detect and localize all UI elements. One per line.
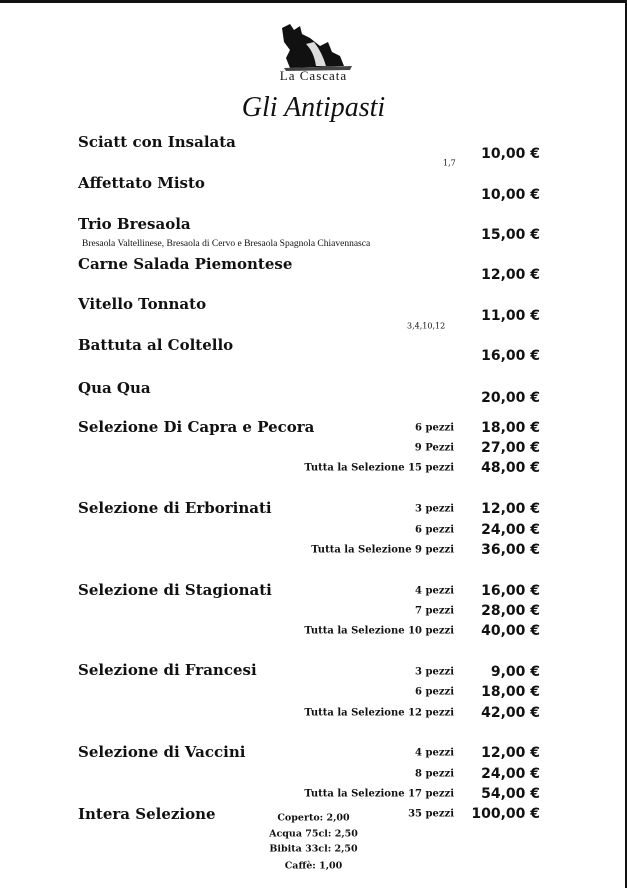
item-name: Qua Qua <box>78 379 151 397</box>
selection-qty: 6 pezzi <box>415 422 454 434</box>
selection-price: 12,00 € <box>481 745 540 761</box>
selection-qty: Tutta la Selezione 12 pezzi <box>304 707 454 719</box>
item-allergens: 1,7 <box>443 158 456 168</box>
selection-qty: Tutta la Selezione 10 pezzi <box>304 625 454 637</box>
selection-name: Selezione di Stagionati <box>78 581 272 599</box>
selection-price: 27,00 € <box>481 440 540 456</box>
selection-price: 12,00 € <box>481 501 540 517</box>
item-name: Affettato Misto <box>78 174 205 192</box>
item-name: Carne Salada Piemontese <box>78 255 293 273</box>
selection-price: 18,00 € <box>481 420 540 436</box>
selection-price: 16,00 € <box>481 583 540 599</box>
selection-qty: 8 pezzi <box>415 768 454 780</box>
footer-caffe: Caffè: 1,00 <box>284 860 343 872</box>
top-border <box>0 0 627 3</box>
item-name: Sciatt con Insalata <box>78 133 236 151</box>
selection-price: 24,00 € <box>481 766 540 782</box>
selection-qty: 35 pezzi <box>408 808 454 820</box>
selection-qty: 6 pezzi <box>415 686 454 698</box>
selection-name: Selezione di Francesi <box>78 661 257 679</box>
footer-acqua: Acqua 75cl: 2,50 <box>269 828 358 840</box>
item-price: 10,00 € <box>481 146 540 162</box>
selection-price: 40,00 € <box>481 623 540 639</box>
selection-qty: Tutta la Selezione 17 pezzi <box>304 788 454 800</box>
selection-price: 28,00 € <box>481 603 540 619</box>
selection-qty: 9 Pezzi <box>414 442 454 454</box>
footer-coperto: Coperto: 2,00 <box>277 812 350 824</box>
selection-price: 54,00 € <box>481 786 540 802</box>
item-price: 16,00 € <box>481 348 540 364</box>
item-allergens: 3,4,10,12 <box>407 321 446 331</box>
selection-price: 48,00 € <box>481 460 540 476</box>
item-price: 12,00 € <box>481 267 540 283</box>
item-name: Battuta al Coltello <box>78 336 234 354</box>
selection-price: 24,00 € <box>481 522 540 538</box>
brand-name: La Cascata <box>279 68 348 83</box>
selection-price: 100,00 € <box>471 806 540 822</box>
selection-qty: 3 pezzi <box>415 666 454 678</box>
item-price: 10,00 € <box>481 187 540 203</box>
selection-qty: 4 pezzi <box>415 585 454 597</box>
selection-price: 42,00 € <box>481 705 540 721</box>
selection-qty: Tutta la Selezione 9 pezzi <box>311 544 454 556</box>
item-price: 11,00 € <box>481 308 540 324</box>
item-description: Bresaola Valtellinese, Bresaola di Cervo e Bresaola Spagnola Chiavennasca <box>82 239 371 249</box>
selection-qty: 3 pezzi <box>415 503 454 515</box>
item-name: Vitello Tonnato <box>78 295 207 313</box>
selection-qty: Tutta la Selezione 15 pezzi <box>304 462 454 474</box>
item-price: 15,00 € <box>481 227 540 243</box>
selection-name: Intera Selezione <box>78 805 216 823</box>
selection-name: Selezione di Vaccini <box>78 743 246 761</box>
selection-qty: 6 pezzi <box>415 524 454 536</box>
waterfall-logo-icon <box>270 22 360 74</box>
item-name: Trio Bresaola <box>78 215 191 233</box>
selection-price: 18,00 € <box>481 684 540 700</box>
selection-qty: 7 pezzi <box>415 605 454 617</box>
footer-bibita: Bibita 33cl: 2,50 <box>269 843 358 855</box>
selection-qty: 4 pezzi <box>415 747 454 759</box>
selection-name: Selezione Di Capra e Pecora <box>78 418 315 436</box>
selection-price: 36,00 € <box>481 542 540 558</box>
page-title: Gli Antipasti <box>241 92 386 123</box>
item-price: 20,00 € <box>481 390 540 406</box>
selection-name: Selezione di Erborinati <box>78 499 272 517</box>
selection-price: 9,00 € <box>490 664 540 680</box>
